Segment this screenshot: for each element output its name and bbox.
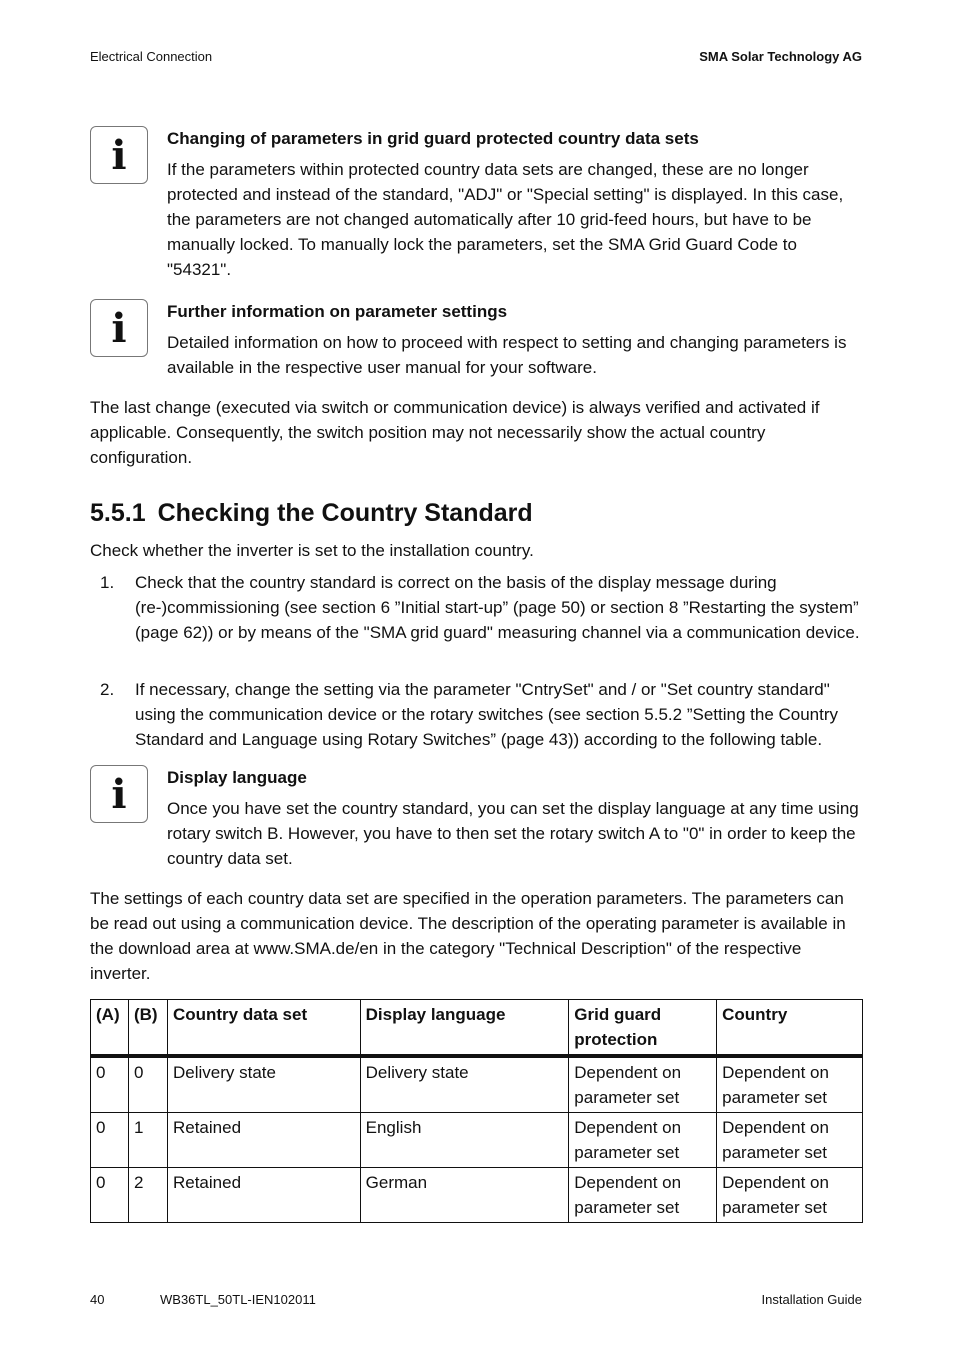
table-row <box>91 1056 863 1113</box>
table-cell: 0 <box>91 1056 129 1113</box>
header-a: (A) <box>91 1000 129 1057</box>
section-heading <box>90 496 533 530</box>
table-cell: 2 <box>128 1168 167 1223</box>
info-note-parameter-settings <box>90 299 862 380</box>
step-number: 2. <box>100 680 115 699</box>
header-grid-guard-protection: Grid guard protection <box>569 1000 717 1057</box>
header-country: Country <box>717 1000 863 1057</box>
note-text: If the parameters within protected country data sets are changed, these are no longer protected and instead of the standard, "ADJ" or "Special setting" is displayed. In this case, the parameters are not changed automatically after 10 grid-feed hours, but have to be manually locked. To manually lock the parameters, set the SMA Grid Guard Code to "54321". <box>167 160 844 279</box>
footer-doc-id: WB36TL_50TL-IEN102011 <box>160 1292 316 1307</box>
table-cell: 0 <box>91 1113 129 1168</box>
header-company: SMA Solar Technology AG <box>699 49 862 64</box>
header-display-language: Display language <box>360 1000 569 1057</box>
info-icon: i <box>90 765 148 823</box>
note-text: Detailed information on how to proceed with respect to setting and changing parameters is available in the respective user manual for your software. <box>167 333 847 377</box>
table-cell: German <box>360 1168 569 1223</box>
table-cell: Dependent on parameter set <box>569 1113 717 1168</box>
header-section-title: Electrical Connection <box>90 49 213 64</box>
table-cell: Dependent on parameter set <box>569 1056 717 1113</box>
table-cell: Dependent on parameter set <box>717 1056 863 1113</box>
table-cell: English <box>360 1113 569 1168</box>
footer-page-number: 40 <box>90 1292 105 1307</box>
paragraph-last-change: The last change (executed via switch or communication device) is always verified and activated if applicable. Consequently, the switch position may not necessarily show the actual country configuration. <box>90 398 820 467</box>
paragraph-check-intro: Check whether the inverter is set to the installation country. <box>90 541 534 560</box>
header-country-data-set: Country data set <box>167 1000 360 1057</box>
section-number: 5.5.1 <box>90 499 146 527</box>
table-cell: 1 <box>128 1113 167 1168</box>
paragraph-settings-info: The settings of each country data set are specified in the operation parameters. The parameters can be read out using a communication device. The description of the operating parameter is available in the download area at www.SMA.de/en in the category "Technical Description" of the respective inverter. <box>90 889 846 983</box>
table-cell: Retained <box>167 1113 360 1168</box>
table-header-row <box>91 1000 863 1057</box>
table-row <box>91 1168 863 1223</box>
info-icon: i <box>90 126 148 184</box>
section-title: Checking the Country Standard <box>157 499 533 527</box>
note-title: Changing of parameters in grid guard protected country data sets <box>167 129 699 148</box>
note-title: Further information on parameter settings <box>167 302 508 321</box>
info-icon: i <box>90 299 148 357</box>
table-cell: Delivery state <box>167 1056 360 1113</box>
table-cell: Dependent on parameter set <box>717 1168 863 1223</box>
step-item <box>90 677 862 752</box>
note-title: Display language <box>167 768 307 787</box>
note-text: Once you have set the country standard, you can set the display language at any time using rotary switch B. However, you have to then set the rotary switch A to "0" in order to keep the country data set. <box>167 799 859 868</box>
step-item <box>90 570 862 645</box>
footer-doc-type: Installation Guide <box>761 1292 862 1307</box>
table-cell: Dependent on parameter set <box>569 1168 717 1223</box>
step-text: If necessary, change the setting via the parameter "CntrySet" and / or "Set country standard" using the communication device or the rotary switches (see section 5.5.2 ”Setting the Country Standard and Language using Rotary Switches” (page 43)) according to the following table. <box>135 680 839 749</box>
table-cell: Dependent on parameter set <box>717 1113 863 1168</box>
step-text: Check that the country standard is correct on the basis of the display message during (re-)commissioning (see section 6 ”Initial start-up” (page 50) or section 8 ”Restarting the system” (page 62)) or by means of the "SMA grid guard" measuring channel via a communication device. <box>135 573 860 642</box>
country-data-table <box>90 999 863 1223</box>
table-cell: 0 <box>128 1056 167 1113</box>
table-row <box>91 1113 863 1168</box>
info-note-display-language <box>90 765 862 871</box>
table-cell: 0 <box>91 1168 129 1223</box>
step-number: 1. <box>100 573 115 592</box>
header-b: (B) <box>128 1000 167 1057</box>
info-note-grid-guard <box>90 126 862 282</box>
table-cell: Delivery state <box>360 1056 569 1113</box>
table-cell: Retained <box>167 1168 360 1223</box>
